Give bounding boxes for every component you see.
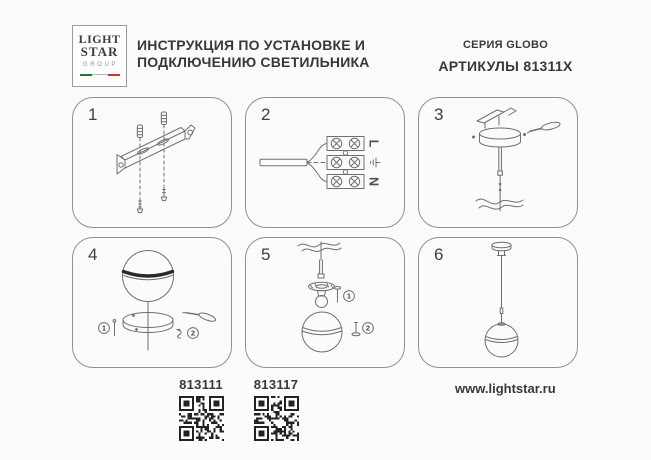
lightstar-logo [72, 25, 127, 87]
article-code: 813111 [179, 377, 223, 392]
step2-number: 2 [365, 323, 371, 333]
step1-number: 1 [346, 291, 352, 301]
finished-pendant-drawing [419, 238, 579, 369]
live-wire-label: L [366, 139, 381, 148]
logo-line1: LIGHT [78, 32, 121, 46]
terminal-screw-icon [331, 157, 341, 167]
article-code: 813117 [253, 377, 299, 392]
article-qr-block [178, 377, 224, 446]
page-title-line1: ИНСТРУКЦИЯ ПО УСТАНОВКЕ И [137, 37, 366, 53]
articles-label: АРТИКУЛЫ 81311X [438, 58, 573, 74]
italian-flag-stripe [80, 73, 120, 76]
terminal-screw-icon [331, 138, 341, 148]
neutral-wire-label: N [366, 176, 381, 187]
instruction-step-5 [245, 237, 405, 368]
instruction-step-6 [418, 237, 578, 368]
wall-anchor-icon [137, 125, 142, 138]
instruction-step-2 [245, 97, 405, 228]
screw-icon [137, 198, 142, 213]
globe-ring-assembly-drawing [73, 238, 233, 369]
page-title [137, 37, 370, 71]
suspension-assembly-drawing [246, 238, 406, 369]
qr-code [179, 396, 224, 441]
step1-pin-icon [334, 287, 340, 303]
instruction-step-1 [72, 97, 232, 228]
terminal-screw-icon [349, 157, 359, 167]
screwdriver-icon [183, 306, 217, 324]
step-number: 6 [434, 245, 444, 264]
bulb-icon [316, 296, 328, 308]
terminal-screw-icon [349, 176, 359, 186]
header-right [423, 39, 588, 74]
step-number: 1 [88, 105, 98, 124]
instruction-step-3 [418, 97, 578, 228]
screwdriver-icon [526, 121, 561, 135]
step2-number: 2 [190, 328, 196, 338]
bracket-anchors-drawing [73, 98, 233, 229]
step-number: 3 [434, 105, 444, 124]
qr-code [254, 396, 299, 441]
terminal-screw-icon [349, 138, 359, 148]
logo-line2: STAR [80, 44, 119, 59]
step2-pin-icon [352, 323, 360, 336]
step-number: 4 [88, 245, 98, 264]
instruction-step-4 [72, 237, 232, 368]
terminal-screw-icon [331, 176, 341, 186]
logo-line3: GROUP [82, 62, 118, 68]
page-title-line2: ПОДКЛЮЧЕНИЮ СВЕТИЛЬНИКА [137, 54, 370, 70]
terminal-block-wiring-drawing [246, 98, 406, 229]
ground-symbol [371, 158, 380, 167]
article-qr-block [253, 377, 299, 446]
small-screw-icon [177, 330, 181, 339]
step-number: 2 [261, 105, 271, 124]
wall-anchor-icon [161, 112, 166, 125]
canopy-mounting-drawing [419, 98, 579, 229]
series-label: СЕРИЯ GLOBO [462, 39, 549, 51]
website-url: www.lightstar.ru [455, 381, 556, 396]
step-number: 5 [261, 245, 271, 264]
step1-number: 1 [101, 323, 107, 333]
decorative-ring [309, 282, 335, 290]
screw-icon [161, 187, 166, 201]
